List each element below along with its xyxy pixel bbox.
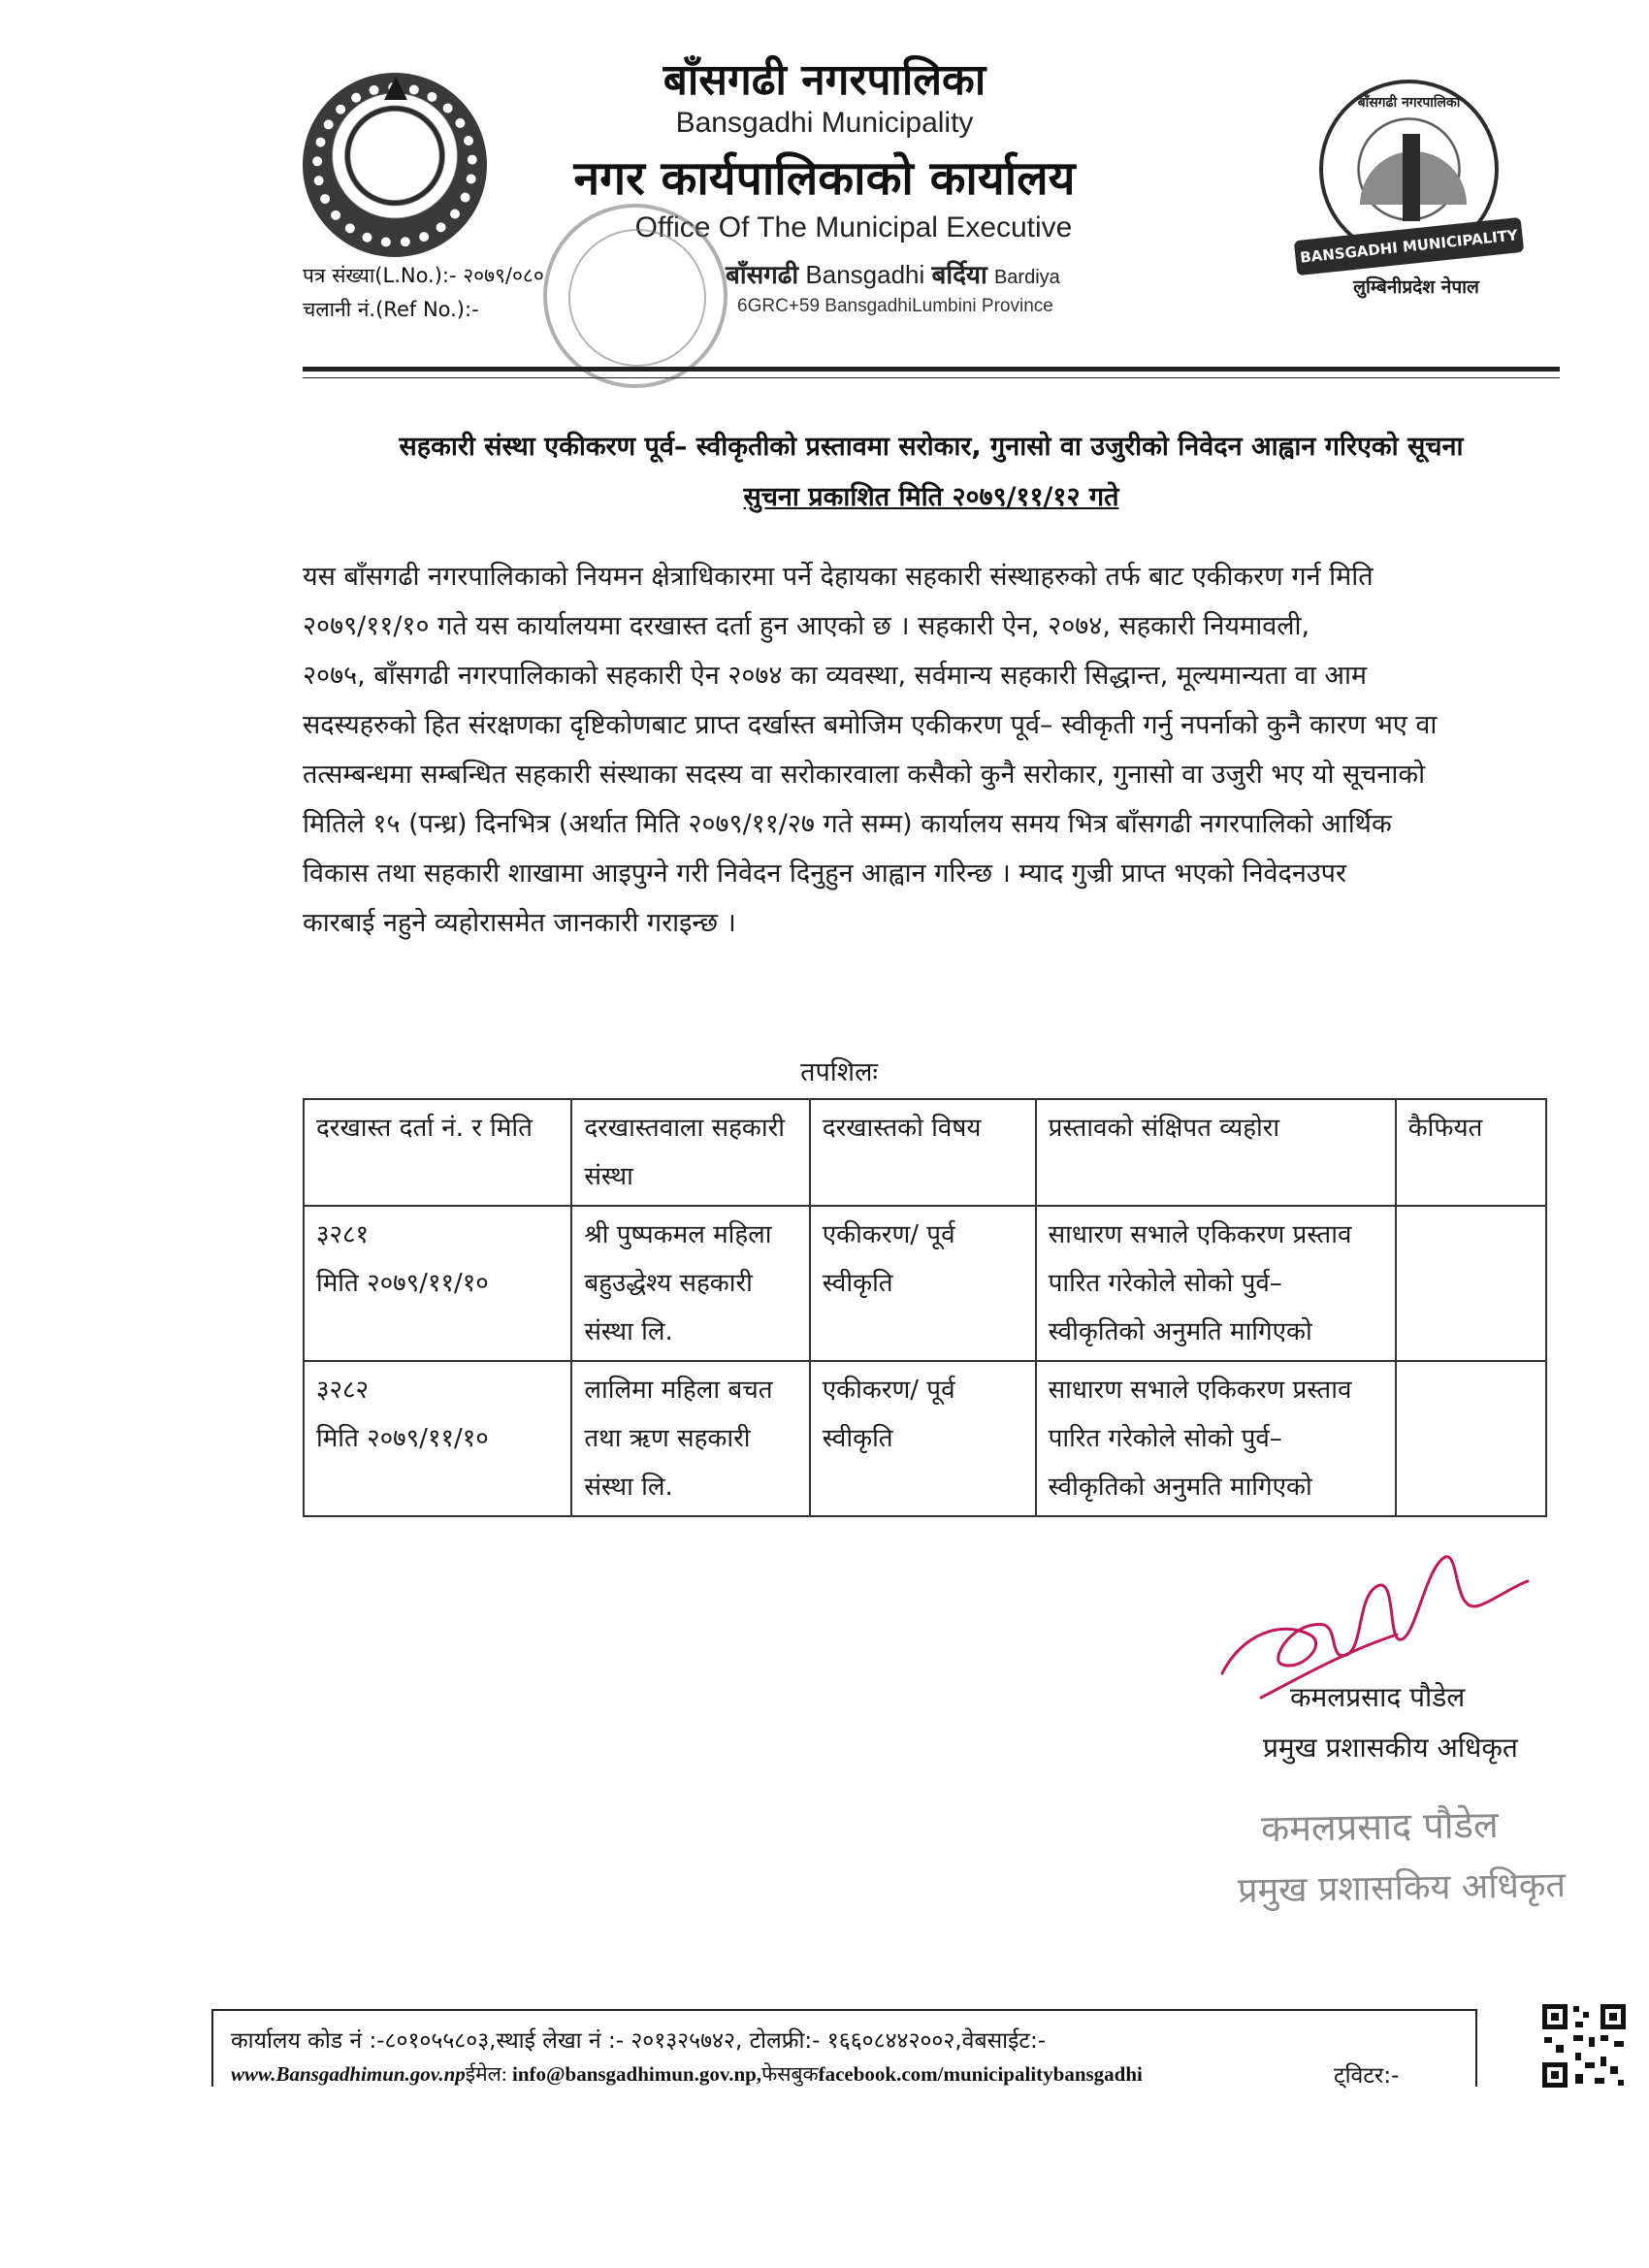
address-en-2: Bardiya xyxy=(993,267,1060,288)
reg-date: मिति २०७९/११/१० xyxy=(316,1269,489,1298)
office-name-english: Office Of The Municipal Executive xyxy=(634,211,1073,243)
org-line: श्री पुष्पकमल महिला xyxy=(584,1220,772,1249)
email-label: ईमेल: xyxy=(465,2062,507,2086)
cell-registration xyxy=(304,1361,571,1516)
notice-subject: सहकारी संस्था एकीकरण पूर्व– स्वीकृतीको प्रस्तावमा सरोकार, गुनासो वा उजुरीको निवेदन आह्वान गरिएको सूचना xyxy=(399,432,1464,462)
office-name-nepali: नगर कार्यपालिकाको कार्यालय xyxy=(573,151,1076,206)
facebook-link[interactable]: facebook.com/municipalitybansgadhi xyxy=(818,2062,1143,2086)
body-line: तत्सम्बन्धमा सम्बन्धित सहकारी संस्थाका सदस्य वा सरोकारवाला कसैको कुनै सरोकार, गुनासो वा उजुरी भए यो सूचनाको xyxy=(303,760,1426,790)
address-np-1: बाँसगढी xyxy=(726,260,799,289)
cell-subject xyxy=(810,1206,1036,1361)
logo-province-text: लुम्बिनीप्रदेश नेपाल xyxy=(1353,276,1479,298)
twitter-label: ट्विटर:- xyxy=(1334,2063,1400,2089)
stamp-inner-ring xyxy=(568,229,706,367)
municipality-name-english: Bansgadhi Municipality xyxy=(675,107,974,139)
cell-applicant xyxy=(571,1361,809,1516)
letter-number: पत्र संख्या(L.No.):- २०७९/०८० xyxy=(303,264,544,287)
municipality-name-nepali: बाँसगढी नगरपालिका xyxy=(663,55,986,105)
cell-remarks xyxy=(1396,1361,1546,1516)
header-applicant xyxy=(571,1099,809,1206)
website-link[interactable]: www.Bansgadhimun.gov.np xyxy=(231,2062,466,2086)
cell-remarks xyxy=(1396,1206,1546,1361)
cell-brief xyxy=(1036,1206,1396,1361)
table-row xyxy=(304,1206,1546,1361)
brief-line: पारित गरेकोले सोको पुर्व– xyxy=(1048,1424,1282,1453)
logo-tower-graphic xyxy=(1403,134,1420,221)
body-line: कारबाई नहुने व्यहोरासमेत जानकारी गराइन्छ । xyxy=(303,908,736,938)
subject-line: स्वीकृति xyxy=(822,1424,893,1453)
schedule-label: तपशिलः xyxy=(800,1057,878,1087)
body-line: यस बाँसगढी नगरपालिकाको नियमन क्षेत्राधिकारमा पर्ने देहायका सहकारी संस्थाहरुको तर्फ बाट एकीकरण गर्न मिति xyxy=(303,562,1374,592)
body-line: सदस्यहरुको हित संरक्षणका दृष्टिकोणबाट प्राप्त दर्खास्त बमोजिम एकीकरण पूर्व– स्वीकृती गर्नु नपर्नाको कुनै कारण भए वा xyxy=(303,710,1438,740)
org-line: तथा ऋण सहकारी xyxy=(584,1424,751,1453)
subject-line: स्वीकृति xyxy=(822,1269,893,1298)
address-np-2: बर्दिया xyxy=(931,260,987,289)
brief-line: साधारण सभाले एकिकरण प्रस्ताव xyxy=(1048,1220,1352,1249)
name-stamp: कमलप्रसाद पौडेल xyxy=(1260,1802,1499,1851)
cell-applicant xyxy=(571,1206,809,1361)
org-line: बहुउद्धेश्य सहकारी xyxy=(584,1269,753,1298)
brief-line: पारित गरेकोले सोको पुर्व– xyxy=(1048,1269,1282,1298)
reg-date: मिति २०७९/११/१० xyxy=(316,1424,489,1453)
publication-date-text: सुचना प्रकाशित मिति २०७९/११/१२ गते xyxy=(743,482,1119,512)
footer-office-details: कार्यालय कोड नं :-८०१०५५८०३,स्थाई लेखा नं :- २०१३२५७४२, टोलफ्री:- १६६०८४४२००२,वेबसाईट:- xyxy=(231,2028,1047,2054)
brief-line: स्वीकृतिको अनुमति मागिएको xyxy=(1048,1317,1312,1346)
table-row xyxy=(304,1361,1546,1516)
body-line: मितिले १५ (पन्ध्र) दिनभित्र (अर्थात मिति २०७९/११/२७ गते सम्म) कार्यालय समय भित्र बाँसगढी नगरपालिको आर्थिक xyxy=(303,809,1392,839)
body-line: २०७५, बाँसगढी नगरपालिकाको सहकारी ऐन २०७४ का व्यवस्था, सर्वमान्य सहकारी सिद्धान्त, मूल्यमान्यता वा आम xyxy=(303,661,1368,691)
footer-contacts xyxy=(231,2060,1143,2088)
header-registration: दरखास्त दर्ता नं. र मिति xyxy=(304,1099,571,1206)
org-line: लालिमा महिला बचत xyxy=(584,1376,773,1405)
cell-subject xyxy=(810,1361,1036,1516)
reg-number: ३२८२ xyxy=(316,1376,370,1405)
address-en-1: Bansgadhi xyxy=(805,260,925,289)
org-line: संस्था लि. xyxy=(584,1317,673,1346)
reference-number: चलानी नं.(Ref No.):- xyxy=(303,298,479,321)
header-brief: प्रस्तावको संक्षिपत व्यहोरा xyxy=(1036,1099,1396,1206)
cell-brief xyxy=(1036,1361,1396,1516)
brief-line: साधारण सभाले एकिकरण प्रस्ताव xyxy=(1048,1376,1352,1405)
reg-number: ३२८१ xyxy=(316,1220,370,1249)
logo-ribbon: BANSGADHI MUNICIPALITY xyxy=(1294,217,1524,275)
office-location-code: 6GRC+59 BansgadhiLumbini Province xyxy=(737,296,1053,316)
subject-line: एकीकरण/ पूर्व xyxy=(822,1220,955,1249)
logo-ring-text: बाँसगढी नगरपालिका xyxy=(1357,95,1461,111)
table-header-row xyxy=(304,1099,1546,1206)
header-divider-thick xyxy=(303,367,1560,372)
title-stamp: प्रमुख प्रशासकिय अधिकृत xyxy=(1237,1865,1567,1911)
header-subject: दरखास्तको विषय xyxy=(810,1099,1036,1206)
facebook-label: फेसबुक xyxy=(761,2062,819,2086)
office-address xyxy=(726,256,1060,291)
body-line: २०७९/११/१० गते यस कार्यालयमा दरखास्त दर्ता हुन आएको छ । सहकारी ऐन, २०७४, सहकारी नियमावली, xyxy=(303,611,1310,641)
header-remarks: कैफियत xyxy=(1396,1099,1546,1206)
body-line: विकास तथा सहकारी शाखामा आइपुग्ने गरी निवेदन दिनुहुन आह्वान गरिन्छ । म्याद गुज्री प्राप्त भएको निवेदनउपर xyxy=(303,859,1347,889)
brief-line: स्वीकृतिको अनुमति मागिएको xyxy=(1048,1473,1312,1502)
signatory-title: प्रमुख प्रशासकीय अधिकृत xyxy=(1263,1732,1518,1764)
cell-registration xyxy=(304,1206,571,1361)
header-applicant-line: दरखास्तवाला सहकारी xyxy=(584,1114,786,1143)
signatory-name: कमलप्रसाद पौडेल xyxy=(1290,1681,1466,1713)
org-line: संस्था लि. xyxy=(584,1473,673,1502)
header-divider-thin xyxy=(303,377,1560,378)
office-stamp-seal xyxy=(543,204,728,388)
email-link[interactable]: info@bansgadhimun.gov.np, xyxy=(506,2062,762,2086)
signature-stroke xyxy=(1222,1557,1528,1698)
header-applicant-line: संस्था xyxy=(584,1162,633,1191)
publication-date xyxy=(303,477,1560,513)
qr-code-icon xyxy=(1540,2002,1628,2090)
subject-line: एकीकरण/ पूर्व xyxy=(822,1376,955,1405)
applications-table xyxy=(303,1098,1547,1517)
